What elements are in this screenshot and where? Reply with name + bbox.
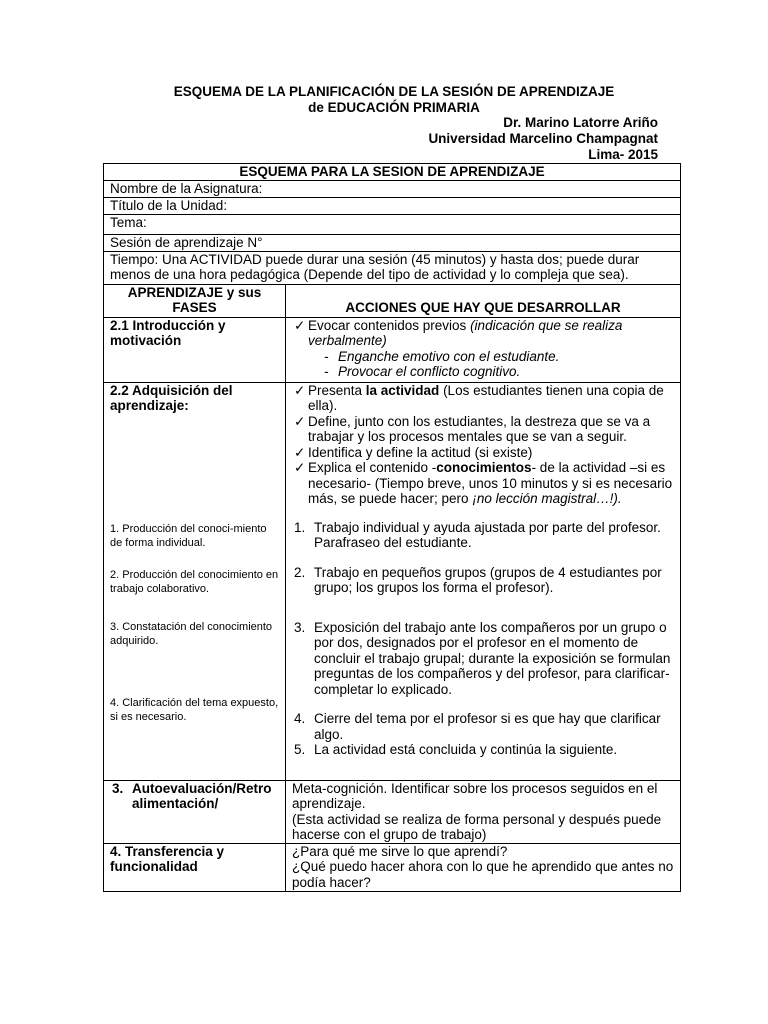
phase-adquisicion-label: 2.2 Adquisición del aprendizaje: xyxy=(110,382,233,413)
action-bold: conocimientos xyxy=(436,460,532,475)
sub-action: Provocar el conflicto cognitivo. xyxy=(337,364,521,379)
check-icon: ✓ xyxy=(293,413,306,429)
check-icon: ✓ xyxy=(293,460,306,475)
author-name: Dr. Marino Latorre Ariño xyxy=(503,115,658,130)
subphase-label: 3. Constatación del conocimiento adquirido. xyxy=(110,620,273,647)
action-italic: ¡no lección magistral…!). xyxy=(472,491,622,506)
sesion-field: Sesión de aprendizaje N° xyxy=(104,234,681,251)
action-text: (Los estudiantes tienen una copia de ella). xyxy=(307,382,664,413)
list-number: 2. xyxy=(293,564,306,580)
list-number: 3. xyxy=(293,619,306,635)
subphase-action: Cierre del tema por el profesor si es que hay que clarificar algo. xyxy=(313,711,661,742)
list-number: 4. xyxy=(293,711,306,726)
subphase-label: 1. Producción del conoci-miento de forma individual. xyxy=(110,522,267,549)
dash-icon: - xyxy=(323,364,329,379)
action-text: Explica el contenido - xyxy=(307,460,437,475)
subphase-label: 2. Producción del conocimiento en trabajo colaborativo. xyxy=(110,568,279,595)
question-text: ¿Qué puedo hacer ahora con lo que he aprendido que antes no podía hacer? xyxy=(291,859,674,890)
actions-adquisicion xyxy=(285,382,680,780)
list-number: 5. xyxy=(293,742,306,757)
action-italic: (indicación que se realiza verbalmente) xyxy=(307,317,623,348)
actions-autoevaluacion xyxy=(285,780,680,843)
action-text: Define, junto con los estudiantes, la destreza que se va a trabajar y los procesos mentales que se van a seguir. xyxy=(307,413,651,444)
phase-autoevaluacion-label: Autoevaluación/Retro alimentación/ xyxy=(132,780,272,811)
subphase-action: Trabajo individual y ayuda ajustada por parte del profesor. Parafraseo del estudiante. xyxy=(313,519,661,550)
session-table xyxy=(103,163,681,892)
document-title: ESQUEMA DE LA PLANIFICACIÓN DE LA SESIÓN DE APRENDIZAJE xyxy=(173,84,615,99)
phase-autoevaluacion xyxy=(104,780,286,843)
check-icon: ✓ xyxy=(293,382,306,398)
place-year: Lima- 2015 xyxy=(588,147,658,162)
subphase-action: Trabajo en pequeños grupos (grupos de 4 estudiantes por grupo; los grupos los forma el profesor). xyxy=(313,564,662,595)
tema-field: Tema: xyxy=(104,214,681,234)
tiempo-field: Tiempo: Una ACTIVIDAD puede durar una sesión (45 minutos) y hasta dos; puede durar menos de una hora pedagógica (Depende del tipo de actividad y lo compleja que sea). xyxy=(104,251,681,284)
phase-introduccion: 2.1 Introducción y motivación xyxy=(104,317,286,382)
action-text: - de la actividad –si es necesario- (Tiempo breve, unos 10 minutos y si es necesario más, se puede hacer; pero xyxy=(307,460,673,506)
action-text: Identifica y define la actitud (si existe) xyxy=(307,444,533,460)
action-text: (Esta actividad se realiza de forma personal y después puede hacerse con el grupo de trabajo) xyxy=(291,811,662,842)
check-icon: ✓ xyxy=(293,444,306,460)
col-header-fases: APRENDIZAJE y sus FASES xyxy=(104,284,286,317)
list-number: 1. xyxy=(293,519,306,535)
asignatura-field: Nombre de la Asignatura: xyxy=(104,180,681,197)
check-icon: ✓ xyxy=(293,317,306,333)
actions-transferencia xyxy=(285,843,680,891)
author-block xyxy=(428,115,658,163)
unidad-field: Título de la Unidad: xyxy=(104,197,681,214)
action-text: Presenta xyxy=(307,382,366,398)
document-subtitle: de EDUCACIÓN PRIMARIA xyxy=(308,100,480,115)
table-title: ESQUEMA PARA LA SESION DE APRENDIZAJE xyxy=(104,164,681,181)
action-bold: la actividad xyxy=(365,382,440,398)
phase-transferencia: 4. Transferencia y funcionalidad xyxy=(104,843,286,891)
actions-introduccion xyxy=(285,317,680,382)
phase-adquisicion xyxy=(104,382,286,780)
action-text: Evocar contenidos previos xyxy=(307,317,471,333)
list-number: 3. xyxy=(112,780,124,796)
subphase-label: 4. Clarificación del tema expuesto, si es necesario. xyxy=(110,696,279,723)
col-header-acciones: ACCIONES QUE HAY QUE DESARROLLAR xyxy=(285,284,680,317)
question-text: ¿Para qué me sirve lo que aprendí? xyxy=(291,843,508,859)
subphase-action: La actividad está concluida y continúa la siguiente. xyxy=(313,742,618,757)
action-text: Meta-cognición. Identificar sobre los procesos seguidos en el aprendizaje. xyxy=(291,780,658,811)
sub-action: Enganche emotivo con el estudiante. xyxy=(337,348,560,364)
university-name: Universidad Marcelino Champagnat xyxy=(428,131,658,146)
subphase-action: Exposición del trabajo ante los compañeros por un grupo o por dos, designados por el profesor en el momento de concluir el trabajo grupal; durante la exposición se formulan preguntas de los compañeros y del profesor, para clarificar-completar lo explicado. xyxy=(313,619,671,697)
dash-icon: - xyxy=(323,348,329,364)
